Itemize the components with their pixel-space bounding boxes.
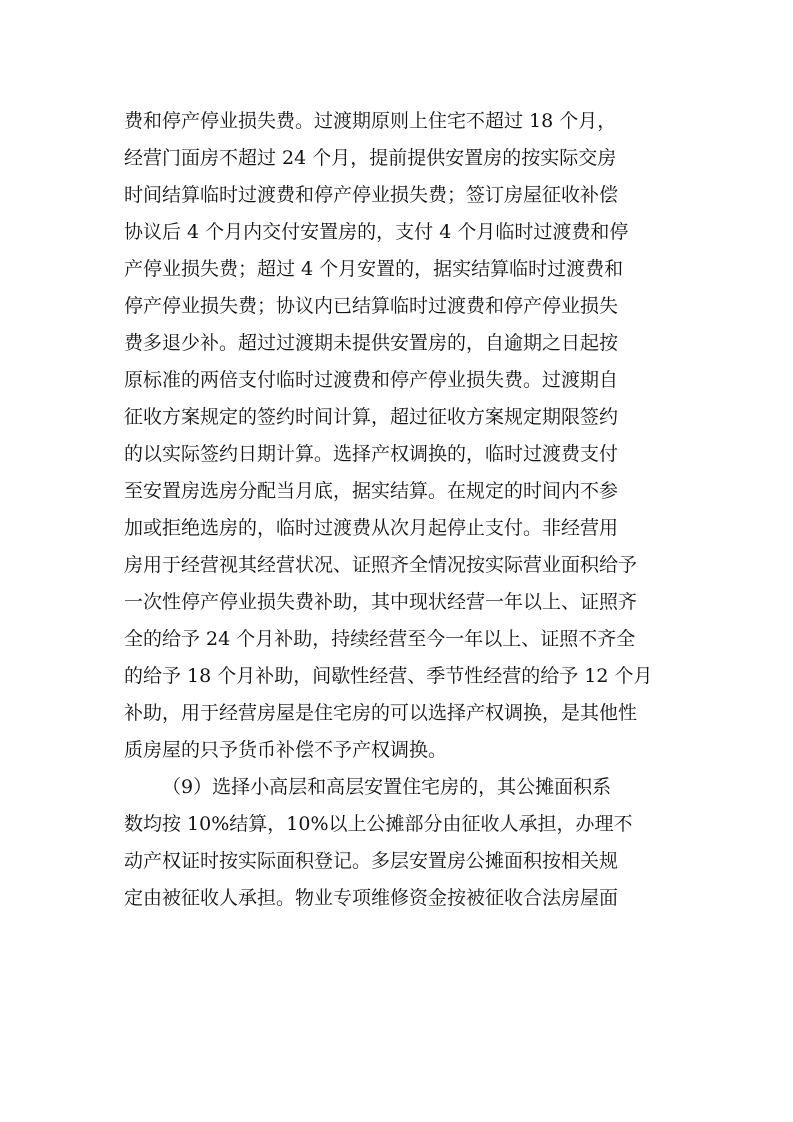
text-line: 征收方案规定的签约时间计算，超过征收方案规定期限签约 xyxy=(124,406,619,428)
text-line: 补助，用于经营房屋是住宅房的可以选择产权调换，是其他性 xyxy=(124,702,638,724)
text-line: 数均按 10%结算，10%以上公摊部分由征收人承担，办理不 xyxy=(124,813,633,835)
paragraph-2 xyxy=(124,769,684,917)
body-text xyxy=(124,103,684,917)
text-line: 经营门面房不超过 24 个月，提前提供安置房的按实际交房 xyxy=(124,147,617,169)
text-line: 加或拒绝选房的，临时过渡费从次月起停止支付。非经营用 xyxy=(124,517,619,539)
text-line: 费和停产停业损失费。过渡期原则上住宅不超过 18 个月， xyxy=(124,110,617,132)
text-line: 全的给予 24 个月补助，持续经营至今一年以上、证照不齐全 xyxy=(124,628,636,650)
text-line: 产停业损失费；超过 4 个月安置的，据实结算临时过渡费和 xyxy=(124,258,624,280)
text-line: 的给予 18 个月补助，间歇性经营、季节性经营的给予 12 个月 xyxy=(124,665,653,687)
text-line: 房用于经营视其经营状况、证照齐全情况按实际营业面积给予 xyxy=(124,554,638,576)
text-line: 协议后 4 个月内交付安置房的，支付 4 个月临时过渡费和停 xyxy=(124,221,629,243)
text-line: 至安置房选房分配当月底，据实结算。在规定的时间内不参 xyxy=(124,480,619,502)
text-line: 动产权证时按实际面积登记。多层安置房公摊面积按相关规 xyxy=(124,850,619,872)
paragraph-1 xyxy=(124,103,684,769)
text-line: （9）选择小高层和高层安置住宅房的，其公摊面积系 xyxy=(162,776,612,798)
text-line: 质房屋的只予货币补偿不予产权调换。 xyxy=(124,739,448,761)
text-line: 时间结算临时过渡费和停产停业损失费；签订房屋征收补偿 xyxy=(124,184,619,206)
text-line: 原标准的两倍支付临时过渡费和停产停业损失费。过渡期自 xyxy=(124,369,619,391)
text-line: 停产停业损失费；协议内已结算临时过渡费和停产停业损失 xyxy=(124,295,619,317)
text-line: 的以实际签约日期计算。选择产权调换的，临时过渡费支付 xyxy=(124,443,619,465)
text-line: 一次性停产停业损失费补助，其中现状经营一年以上、证照齐 xyxy=(124,591,638,613)
text-line: 费多退少补。超过过渡期未提供安置房的，自逾期之日起按 xyxy=(124,332,619,354)
text-line: 定由被征收人承担。物业专项维修资金按被征收合法房屋面 xyxy=(124,887,619,909)
